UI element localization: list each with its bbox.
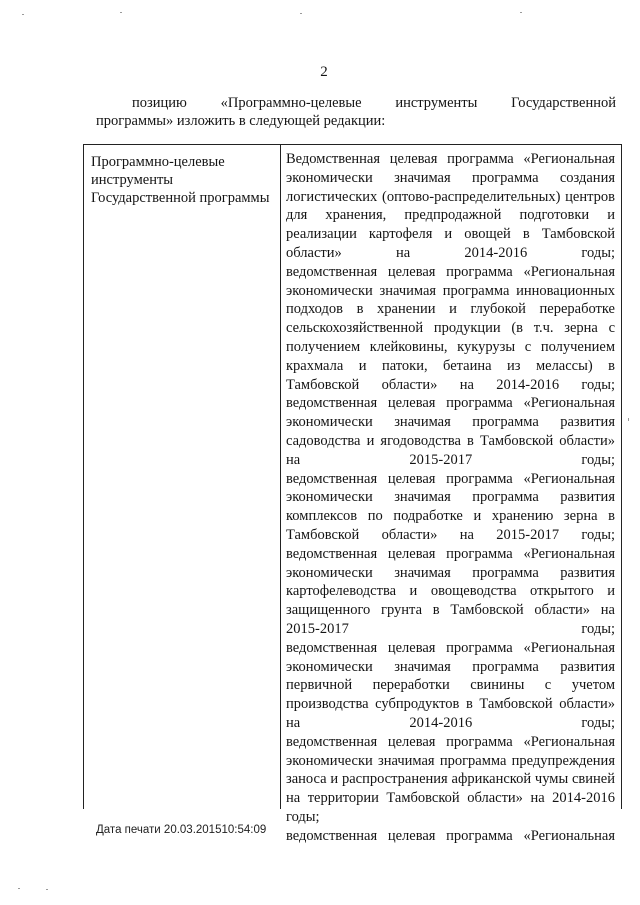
print-date-footer: Дата печати 20.03.201510:54:09 bbox=[96, 824, 267, 836]
scan-speck bbox=[18, 888, 20, 889]
intro-line-1: позицию «Программно-целевые инструменты Государственной bbox=[132, 95, 616, 111]
intro-line-2: программы» изложить в следующей редакции: bbox=[96, 113, 386, 129]
scan-speck bbox=[300, 13, 302, 14]
scan-speck bbox=[120, 12, 122, 13]
program-item: Ведомственная целевая программа «Региональная экономически значимая программа создания логистических (оптово-распределительных) центров для хранения, предпродажной подготовки и реализации картофеля и овощей в Тамбовской области» на 2014-2016 годы; bbox=[286, 151, 615, 261]
scan-speck bbox=[22, 14, 24, 15]
table-label-cell: Программно-целевые инструменты Государственной программы bbox=[91, 154, 270, 207]
program-item: ведомственная целевая программа «Региональная экономически значимая программа предупреждения заноса и распространения африканской чумы свиней на территории Тамбовской области» на 2014-2016 годы; bbox=[286, 733, 615, 825]
program-item: ведомственная целевая программа «Региональная bbox=[286, 827, 615, 844]
program-item: ведомственная целевая программа «Региональная экономически значимая программа развития картофелеводства и овощеводства открытого и защищенного грунта в Тамбовской области» на 2015-2017 годы; bbox=[286, 545, 615, 637]
table-programs-cell bbox=[286, 150, 615, 845]
program-item: ведомственная целевая программа «Региональная экономически значимая программа инновационных подходов в хранении и глубокой переработке сельскохозяйственной продукции (в т.ч. зерна с получением клейковины, кукурузы с получением крахмала и патоки, бетаина из мелассы) в Тамбовской области» на 2014-2016 годы; bbox=[286, 263, 615, 393]
program-item: ведомственная целевая программа «Региональная экономически значимая программа развития первичной переработки свинины с учетом производства субпродуктов в Тамбовской области» на 2014-2016 годы; bbox=[286, 639, 615, 731]
page-number: 2 bbox=[320, 64, 328, 80]
program-item: ведомственная целевая программа «Региональная экономически значимая программа развития комплексов по подработке и хранению зерна в Тамбовской области» на 2015-2017 годы; bbox=[286, 470, 615, 543]
column-divider bbox=[280, 145, 281, 809]
program-item: ведомственная целевая программа «Региональная экономически значимая программа развития садоводства и ягодоводства в Тамбовской области» на 2015-2017 годы; bbox=[286, 395, 615, 468]
scan-speck bbox=[520, 12, 522, 13]
scan-speck bbox=[46, 889, 48, 890]
intro-text bbox=[96, 94, 616, 130]
scan-speck bbox=[628, 418, 629, 421]
